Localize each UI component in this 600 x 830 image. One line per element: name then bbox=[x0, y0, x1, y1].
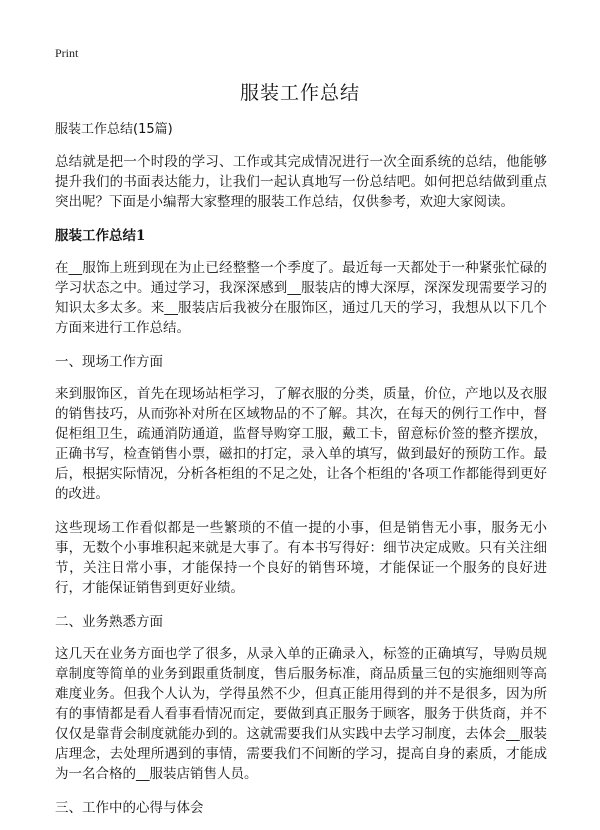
paragraph-3: 这些现场工作看似都是一些繁琐的不值一提的小事，但是销售无小事，服务无小事，无数个小事堆积起来就是大事了。有本书写得好：细节决定成败。只有关注细节，关注日常小事，才能保持一个良好的销售环境，才能保证一个服务的良好进行，才能保证销售到更好业绩。 bbox=[55, 520, 547, 596]
print-link[interactable]: Print bbox=[55, 46, 79, 60]
paragraph-2: 来到服饰区，首先在现场站柜学习，了解衣服的分类，质量，价位，产地以及衣服的销售技巧，从而弥补对所在区域物品的不了解。其次，在每天的例行工作中，督促柜组卫生，疏通消防通道，监督导购穿工服，戴工卡，留意标价签的整齐摆放，正确书写，检查销售小票，磁扣的打定，录入单的填写，做到最好的预防工作。最后，根据实际情况，分析各柜组的不足之处，让各个柜组的'各项工作都能得到更好的改进。 bbox=[55, 386, 547, 502]
subheading-onsite-work: 一、现场工作方面 bbox=[55, 354, 163, 370]
page-title: 服装工作总结 bbox=[239, 82, 360, 104]
paragraph-1: 在__服饰上班到现在为止已经整整一个季度了。最近每一天都处于一种紧张忙碌的学习状态之中。通过学习，我深深感到__服装店的博大深厚，深深发现需要学习的知识太多太多。来__服装店后我被分在服饰区，通过几天的学习，我想从以下几个方面来进行工作总结。 bbox=[55, 260, 547, 336]
section-heading-1: 服装工作总结1 bbox=[55, 228, 146, 244]
subheading-experience: 三、工作中的心得与体会 bbox=[55, 800, 204, 816]
document-subtitle: 服装工作总结(15篇) bbox=[55, 122, 173, 137]
subheading-business: 二、业务熟悉方面 bbox=[55, 614, 163, 630]
document-body bbox=[55, 120, 547, 830]
paragraph-4: 这几天在业务方面也学了很多，从录入单的正确录入，标签的正确填写，导购员规章制度等简单的业务到跟重货制度，售后服务标准，商品质量三包的实施细则等高难度业务。但我个人认为，学得虽然不少，但真正能用得到的并不是很多，因为所有的事情都是看人看事看情况而定，要做到真正服务于顾客，服务于供货商，并不仅仅是靠背会制度就能办到的。这就需要我们从实践中去学习制度，去体会__服装店理念，去处理所遇到的事情，需要我们不间断的学习，提高自身的素质，才能成为一名合格的__服装店销售人员。 bbox=[55, 646, 547, 782]
intro-paragraph: 总结就是把一个时段的学习、工作或其完成情况进行一次全面系统的总结，他能够提升我们的书面表达能力，让我们一起认真地写一份总结吧。如何把总结做到重点突出呢？下面是小编帮大家整理的服装工作总结，仅供参考，欢迎大家阅读。 bbox=[55, 154, 547, 210]
